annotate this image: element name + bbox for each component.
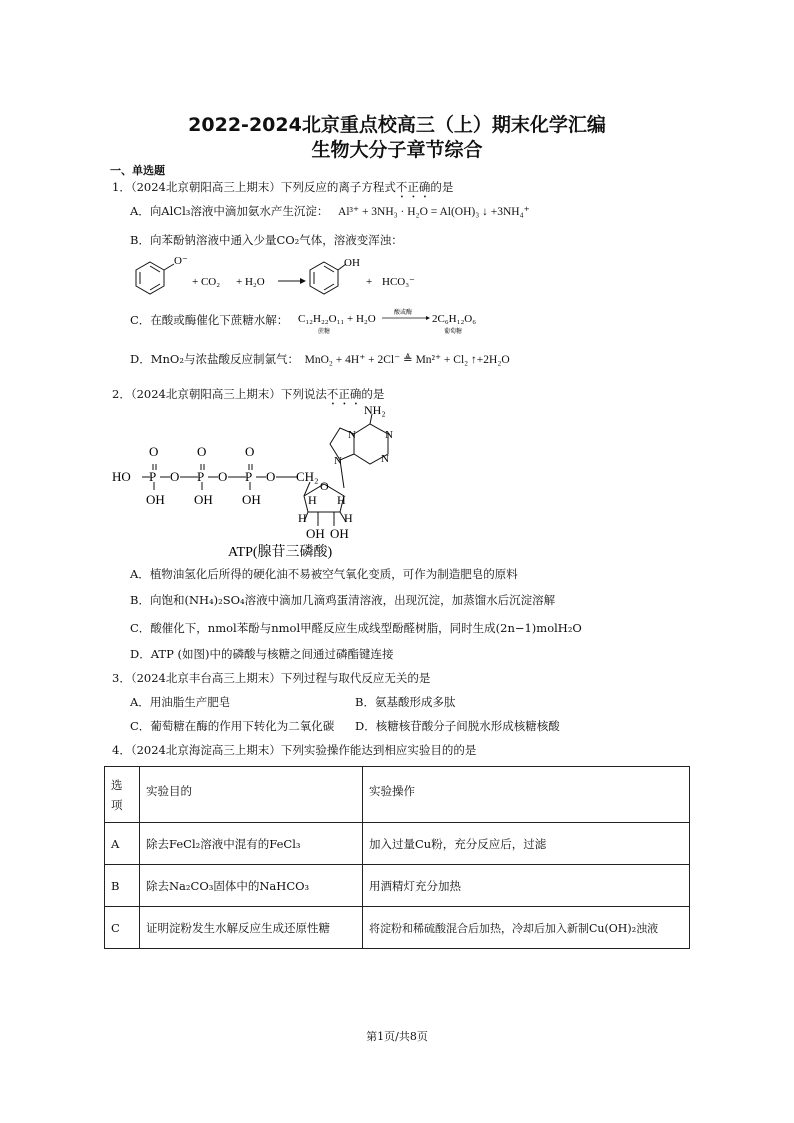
svg-text:H: H <box>344 511 353 525</box>
co2-term: + CO₂ <box>192 276 221 288</box>
reaction-arrow <box>278 278 306 284</box>
table-header-row <box>105 767 690 823</box>
atp-structure-figure <box>108 404 438 562</box>
page-title: 2022-2024北京重点校高三（上）期末化学汇编 <box>188 114 606 136</box>
svg-text:N: N <box>334 455 342 467</box>
svg-text:NH₂: NH₂ <box>364 404 386 417</box>
table-cell: 除去Na₂CO₃固体中的NaHCO₃ <box>140 865 363 907</box>
svg-text:O: O <box>149 444 159 459</box>
experiment-table <box>104 766 690 949</box>
table-header-cell: 选项 <box>105 767 140 823</box>
question-1-option-b: B．向苯酚钠溶液中通入少量CO₂气体，溶液变浑浊： <box>130 233 403 247</box>
svg-text:O: O <box>170 469 180 484</box>
bicarbonate-term: HCO₃⁻ <box>382 276 415 288</box>
table-cell: C <box>105 907 140 949</box>
svg-text:O: O <box>320 479 329 493</box>
svg-text:H: H <box>308 493 317 507</box>
page-footer: 第1页/共8页 <box>366 1030 428 1043</box>
question-4-stem: 4．（2024北京海淀高三上期末）下列实验操作能达到相应实验目的的是 <box>112 743 477 757</box>
svg-text:OH: OH <box>242 492 261 507</box>
table-cell: 加入过量Cu粉，充分反应后，过滤 <box>363 823 690 865</box>
question-2-option-a: A．植物油氢化后所得的硬化油不易被空气氧化变质，可作为制造肥皂的原料 <box>130 567 518 581</box>
phenoxide-label: O⁻ <box>174 255 188 267</box>
table-row <box>105 823 690 865</box>
question-1-option-c: C．在酸或酶催化下蔗糖水解： <box>130 313 289 327</box>
question-3-option-d: D．核糖核苷酸分子间脱水形成核糖核酸 <box>355 719 560 733</box>
svg-text:酸或酶: 酸或酶 <box>394 310 413 316</box>
table-cell: 除去FeCl₂溶液中混有的FeCl₃ <box>140 823 363 865</box>
question-2-option-b: B．向饱和(NH₄)₂SO₄溶液中滴加几滴鸡蛋清溶液，出现沉淀，加蒸馏水后沉淀溶解 <box>130 593 556 607</box>
svg-text:N: N <box>381 453 389 465</box>
h2o-term: + H₂O <box>236 276 265 288</box>
phenoxide-reaction-figure <box>128 252 428 302</box>
question-1-option-a: A．向AlCl₃溶液中滴加氨水产生沉淀： Al³⁺ + 3NH₃ · H₂O = Al(OH)₃ ↓ +3NH₄⁺ <box>130 204 530 218</box>
svg-text:P: P <box>149 469 157 484</box>
svg-text:H: H <box>298 511 307 525</box>
svg-text:O: O <box>218 469 228 484</box>
svg-text:H: H <box>337 493 346 507</box>
benzene-ring-left <box>136 262 174 294</box>
table-cell: 将淀粉和稀硫酸混合后加热，冷却后加入新制Cu(OH)₂浊液 <box>363 907 690 949</box>
svg-text:O: O <box>197 444 207 459</box>
table-row <box>105 865 690 907</box>
svg-text:N: N <box>385 429 393 441</box>
atp-caption: ATP(腺苷三磷酸) <box>228 545 333 560</box>
svg-text:2C₆H₁₂O₆: 2C₆H₁₂O₆ <box>432 313 477 325</box>
plus-sign: + <box>366 276 373 288</box>
question-3-option-b: B．氨基酸形成多肽 <box>355 695 456 709</box>
svg-text:OH: OH <box>306 526 325 541</box>
svg-text:OH: OH <box>330 526 349 541</box>
question-3-option-c: C．葡萄糖在酶的作用下转化为二氧化碳 <box>130 719 335 733</box>
svg-text:HO: HO <box>112 469 131 484</box>
table-cell: 用酒精灯充分加热 <box>363 865 690 907</box>
question-1-stem: 1．（2024北京朝阳高三上期末）下列反应的离子方程式不正确的是 <box>112 180 454 194</box>
question-2-option-c: C．酸催化下，nmol苯酚与nmol甲醛反应生成线型酚醛树脂，同时生成(2n−1)molH₂O <box>130 621 582 635</box>
svg-text:O: O <box>245 444 255 459</box>
section-heading: 一、单选题 <box>110 164 165 177</box>
question-1-option-d: D．MnO₂与浓盐酸反应制氯气： MnO₂ + 4H⁺ + 2Cl⁻ ≜ Mn²⁺ + Cl₂ ↑+2H₂O <box>130 352 510 366</box>
svg-text:N: N <box>348 429 356 441</box>
benzene-ring-right <box>310 262 346 294</box>
sucrose-hydrolysis-equation <box>298 306 498 336</box>
svg-text:C₁₂H₂₂O₁₁ + H₂O: C₁₂H₂₂O₁₁ + H₂O <box>298 313 376 325</box>
svg-text:CH₂: CH₂ <box>296 469 319 484</box>
question-3-option-a: A．用油脂生产肥皂 <box>130 695 231 709</box>
table-cell: A <box>105 823 140 865</box>
page-subtitle: 生物大分子章节综合 <box>311 139 483 161</box>
phenol-oh-label: OH <box>344 257 360 269</box>
question-2-option-d: D．ATP (如图)中的磷酸与核糖之间通过磷酯键连接 <box>130 647 394 661</box>
svg-text:P: P <box>197 469 205 484</box>
svg-text:蔗糖: 蔗糖 <box>318 329 331 335</box>
table-header-cell: 实验目的 <box>140 767 363 823</box>
table-row <box>105 907 690 949</box>
svg-text:OH: OH <box>194 492 213 507</box>
table-cell: 证明淀粉发生水解反应生成还原性糖 <box>140 907 363 949</box>
svg-text:O: O <box>266 469 276 484</box>
svg-text:OH: OH <box>146 492 165 507</box>
svg-text:P: P <box>245 469 253 484</box>
question-3-stem: 3．（2024北京丰台高三上期末）下列过程与取代反应无关的是 <box>112 671 431 685</box>
question-2-stem: 2．（2024北京朝阳高三上期末）下列说法不正确的是 <box>112 387 385 401</box>
table-cell: B <box>105 865 140 907</box>
table-header-cell: 实验操作 <box>363 767 690 823</box>
svg-text:葡萄糖: 葡萄糖 <box>444 329 463 335</box>
